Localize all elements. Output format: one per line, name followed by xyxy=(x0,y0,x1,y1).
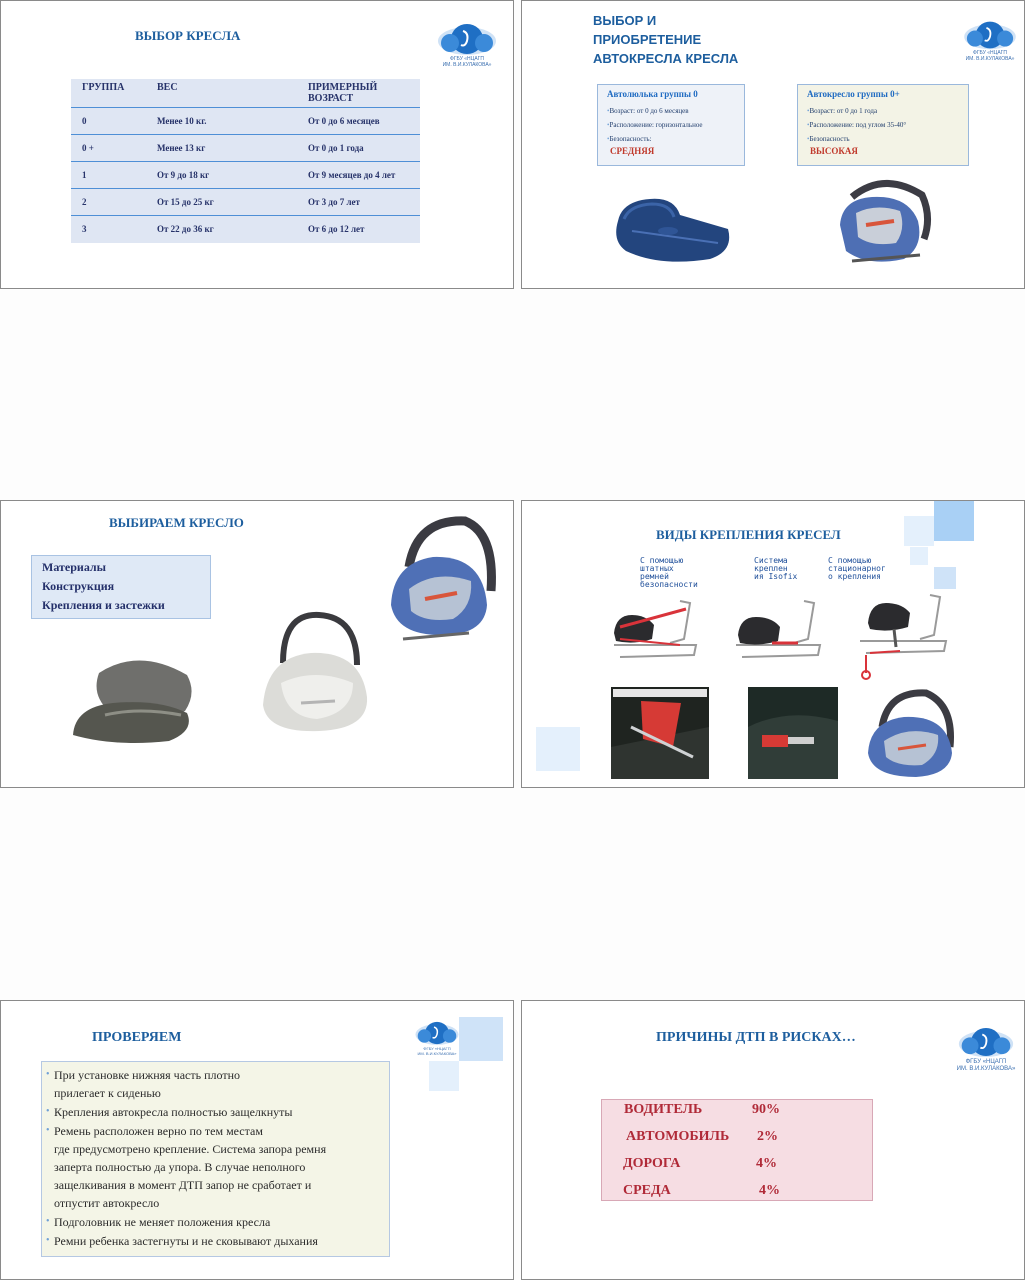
carrycot-safety-rating: СРЕДНЯЯ xyxy=(610,146,655,156)
table-cell: 1 xyxy=(71,162,146,189)
slide5-title: ПРОВЕРЯЕМ xyxy=(92,1030,182,1045)
decor-square xyxy=(934,567,956,589)
blue-seat-image xyxy=(387,515,501,645)
slide4-title: ВИДЫ КРЕПЛЕНИЯ КРЕСЕЛ xyxy=(656,527,841,542)
logo xyxy=(429,21,505,69)
mount-label-isofix xyxy=(754,557,797,581)
criteria-list xyxy=(31,555,211,619)
list-item: • При установке нижняя часть плотно прилегает к сиденью xyxy=(46,1066,385,1102)
list-item: Материалы xyxy=(42,560,107,574)
carrycot-safety: • Безопасность: xyxy=(607,135,744,143)
mount-label-line: ия Isofix xyxy=(754,572,798,581)
list-item: • Ремни ребенка застегнуты и не сковывают дыхания xyxy=(46,1232,385,1250)
mount-label-line: Система xyxy=(754,556,788,565)
seat-base-photo xyxy=(864,687,960,779)
cause-value: 4% xyxy=(756,1156,777,1171)
infant-seat-info-box xyxy=(797,84,969,166)
mount-label-line: С помощью xyxy=(640,556,684,565)
list-item: Конструкция xyxy=(42,579,115,593)
logo-caption-2: ИМ. В.И.КУЛАКОВА» xyxy=(965,55,1015,62)
cause-label: ВОДИТЕЛЬ xyxy=(624,1102,703,1117)
carrycot-age: • Возраст: от 0 до 6 месяцев xyxy=(607,107,744,115)
belt-photo xyxy=(611,687,709,779)
logo-icon xyxy=(962,19,1018,51)
table-header: ГРУППА xyxy=(71,79,146,108)
slide-selection-purchase xyxy=(521,0,1025,289)
table-cell: От 9 месяцев до 4 лет xyxy=(297,162,420,189)
weight-age-table xyxy=(71,79,420,243)
slide-mount-types xyxy=(521,500,1025,788)
table-header: ВЕС xyxy=(146,79,297,108)
cause-label: СРЕДА xyxy=(623,1183,671,1198)
cause-label: АВТОМОБИЛЬ xyxy=(626,1129,730,1144)
mount-label-line: стационарног xyxy=(828,564,886,573)
infant-seat-safety: • Безопасность xyxy=(807,135,968,143)
carrycot-heading: Автолюлька группы 0 xyxy=(607,89,698,99)
table-row xyxy=(71,189,420,216)
slide2-title-line: ПРИОБРЕТЕНИЕ xyxy=(593,32,702,47)
slide-choose-seat xyxy=(0,500,514,788)
table-cell: От 0 до 1 года xyxy=(297,135,420,162)
table-cell: От 6 до 12 лет xyxy=(308,224,365,234)
infant-seat-age: • Возраст: от 0 до 1 года xyxy=(807,107,968,115)
table-cell: От 3 до 7 лет xyxy=(297,189,420,216)
isofix-photo xyxy=(748,687,838,779)
logo-icon xyxy=(414,1019,460,1047)
logo-icon xyxy=(436,21,498,57)
table-row xyxy=(71,162,420,189)
table-cell: От 0 до 6 месяцев xyxy=(297,108,420,135)
table-header: ПРИМЕРНЫЙ ВОЗРАСТ xyxy=(297,79,420,108)
accident-causes-box xyxy=(601,1099,873,1201)
decor-square xyxy=(536,727,580,771)
mount-label-belts xyxy=(640,557,698,589)
list-item: Крепления и застежки xyxy=(42,598,165,612)
slide2-title xyxy=(593,11,738,68)
isofix-mount-diagram xyxy=(732,599,828,671)
logo-caption-2: ИМ. В.И.КУЛАКОВА» xyxy=(442,61,492,68)
table-cell: Менее 13 кг xyxy=(146,135,297,162)
infant-seat-position: • Расположение: под углом 35-40° xyxy=(807,121,968,129)
logo-caption-1: ФГБУ «НЦАГП xyxy=(450,56,484,62)
decor-square xyxy=(910,547,928,565)
logo-caption-1: ФГБУ «НЦАГП xyxy=(965,1059,1007,1065)
slide-seat-choice xyxy=(0,0,514,289)
slide2-title-line: ВЫБОР И xyxy=(593,13,657,28)
infant-seat-heading: Автокресло группы 0+ xyxy=(807,89,900,99)
cause-value: 4% xyxy=(759,1183,780,1198)
logo-caption-2: ИМ. В.И.КУЛАКОВА» xyxy=(417,1050,457,1056)
cause-value: 2% xyxy=(757,1129,778,1144)
mount-label-line: безопасности xyxy=(640,580,698,589)
mount-label-base xyxy=(828,557,886,581)
slide1-title: ВЫБОР КРЕСЛА xyxy=(135,28,241,43)
decor-square xyxy=(429,1061,459,1091)
logo-caption-2: ИМ. В.И.КУЛАКОВА» xyxy=(956,1065,1016,1072)
table-cell: От 15 до 25 кг xyxy=(146,189,297,216)
table-cell: 0 xyxy=(71,108,146,135)
carrycot-info-box xyxy=(597,84,745,166)
mount-label-line: штатных xyxy=(640,564,674,573)
logo-caption-1: ФГБУ «НЦАГП xyxy=(423,1046,451,1051)
table-cell: 3 xyxy=(82,224,87,234)
decor-square xyxy=(934,501,974,541)
decor-square xyxy=(904,516,934,546)
logo xyxy=(399,1019,475,1056)
table-cell: 0 + xyxy=(71,135,146,162)
checklist xyxy=(41,1061,390,1257)
light-seat-image xyxy=(257,611,373,735)
table-header-row xyxy=(71,79,420,108)
belt-mount-diagram xyxy=(610,599,704,671)
mount-label-line: ремней xyxy=(640,572,669,581)
logo-caption-1: ФГБУ «НЦАГП xyxy=(973,50,1007,56)
list-item: • Ремень расположен верно по тем местам где предусмотрено крепление. Система запора ремня заперта полностью да упора. В случае неполного защелкивания в момент ДТП запор не сработает и отпустит автокресло xyxy=(46,1122,385,1212)
table-cell: От 22 до 36 кг xyxy=(157,224,214,234)
infant-seat-safety-rating: ВЫСОКАЯ xyxy=(810,146,858,156)
logo xyxy=(948,1025,1024,1073)
base-mount-diagram xyxy=(856,593,956,683)
table-cell: Менее 10 кг. xyxy=(146,108,297,135)
mount-label-line: креплен xyxy=(754,564,788,573)
cause-value: 90% xyxy=(752,1102,780,1117)
table-row xyxy=(71,216,420,243)
table-cell: От 9 до 18 кг xyxy=(146,162,297,189)
logo xyxy=(952,19,1025,63)
table-cell: 2 xyxy=(71,189,146,216)
table-row xyxy=(71,108,420,135)
slide2-title-line: АВТОКРЕСЛА КРЕСЛА xyxy=(593,51,739,66)
mount-label-line: С помощью xyxy=(828,556,872,565)
table-row xyxy=(71,135,420,162)
slide6-title: ПРИЧИНЫ ДТП В РИСКАХ… xyxy=(656,1030,856,1045)
carrycot-position: • Расположение: горизонтальное xyxy=(607,121,744,129)
logo-icon xyxy=(957,1025,1015,1059)
mount-label-line: о крепления xyxy=(828,572,881,581)
cause-label: ДОРОГА xyxy=(623,1156,681,1171)
slide3-title: ВЫБИРАЕМ КРЕСЛО xyxy=(109,515,244,530)
carrycot-image xyxy=(610,191,738,269)
grey-seat-image xyxy=(69,651,209,747)
infant-seat-image xyxy=(832,177,936,269)
list-item: • Подголовник не меняет положения кресла xyxy=(46,1213,385,1231)
list-item: • Крепления автокресла полностью защелкнуты xyxy=(46,1103,385,1121)
